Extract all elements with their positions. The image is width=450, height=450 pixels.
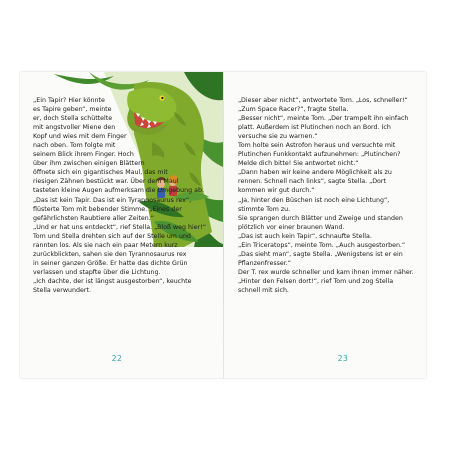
- text-line: er, doch Stella schüttelte: [33, 115, 113, 123]
- text-line: zurückblickten, sahen sie den Tyrannosaurus rex: [33, 250, 187, 258]
- text-line: nach oben. Tom folgte mit: [33, 142, 116, 150]
- text-line: flüsterte Tom mit bebender Stimme. „Eines der: [33, 205, 182, 213]
- left-page: [20, 72, 223, 378]
- text-line: Plutinchen Funkkontakt aufzunehmen: „Plutinchen?: [238, 151, 401, 159]
- text-line: öffnete sich ein gigantisches Maul, das mit: [33, 169, 168, 177]
- text-line: schnell mit sich.: [238, 286, 289, 294]
- text-line: gefährlichsten Raubtiere aller Zeiten.“: [33, 214, 154, 222]
- text-line: stimmte Tom zu.: [238, 205, 291, 213]
- text-line: plötzlich vor einer braunen Wand.: [238, 223, 345, 231]
- text-line: versuche sie zu warnen.“: [238, 133, 318, 141]
- text-line: „Dann haben wir keine andere Möglichkeit als zu: [238, 169, 392, 177]
- text-line: mit angstvoller Miene den: [33, 124, 116, 132]
- text-line: „Und er hat uns entdeckt“, rief Stella. „Bloß weg hier!“: [33, 223, 207, 231]
- text-line: „Dieser aber nicht“, antwortete Tom. „Los, schneller!“: [238, 97, 408, 104]
- text-line: „Ein Tapir? Hier könnte: [33, 97, 105, 104]
- text-line: platt. Außerdem ist Plutinchen noch an Bord. Ich: [238, 124, 391, 132]
- text-line: riesigen Zähnen bestückt war. Über dem Maul: [33, 178, 179, 186]
- text-line: Tom holte sein Astrofon heraus und versuchte mit: [238, 142, 396, 150]
- text-line: „Ein Triceratops“, meinte Tom. „Auch ausgestorben.“: [238, 241, 406, 249]
- text-line: Stella verwundert.: [33, 286, 91, 294]
- text-line: „Ja, hinter den Büschen ist noch eine Lichtung“,: [238, 196, 390, 204]
- text-line: Kopf und wies mit dem Finger: [33, 133, 127, 141]
- text-line: Tom und Stella drehten sich auf der Stelle um und: [33, 232, 191, 240]
- text-line: kommen wir gut durch.“: [238, 187, 315, 195]
- page-number-left: 22: [111, 354, 123, 363]
- text-line: seinem Blick ihrem Finger. Hoch: [33, 151, 134, 159]
- text-line: verlassen und stapfte über die Lichtung.: [33, 268, 161, 276]
- text-line: es Tapire geben“, meinte: [33, 106, 112, 114]
- text-line: „Das sieht man“, sagte Stella. „Wenigstens ist er ein: [238, 250, 403, 258]
- text-line: Melde dich bitte! Sie antwortet nicht.“: [238, 160, 359, 168]
- text-line: über ihm zwischen einigen Blättern: [33, 160, 145, 168]
- right-page-text: [238, 96, 420, 295]
- page-number-right: 23: [337, 354, 349, 363]
- text-line: „Das ist auch kein Tapir“, schnaufte Stella.: [238, 232, 372, 240]
- text-line: Sie sprangen durch Blätter und Zweige und standen: [238, 214, 403, 222]
- text-line: tasteten kleine Augen aufmerksam die Umgebung ab.: [33, 187, 204, 195]
- left-page-text: [33, 96, 223, 295]
- text-line: „Zum Space Racer?“, fragte Stella.: [238, 106, 349, 114]
- text-line: „Hinter den Felsen dort!“, rief Tom und zog Stella: [238, 277, 394, 285]
- text-line: „Ich dachte, der ist längst ausgestorben“, keuchte: [33, 277, 192, 285]
- text-line: „Das ist kein Tapir. Das ist ein Tyrannosaurus rex“,: [33, 196, 192, 204]
- text-line: rannten los. Als sie nach ein paar Metern kurz: [33, 241, 178, 249]
- text-line: Der T. rex wurde schneller und kam ihnen immer näher.: [238, 268, 414, 276]
- book-gutter: [223, 72, 224, 378]
- text-line: Pflanzenfresser.“: [238, 259, 292, 267]
- text-line: rennen. Schnell nach links“, sagte Stella. „Dort: [238, 178, 386, 186]
- text-line: „Besser nicht“, meinte Tom. „Der trampelt ihn einfach: [238, 115, 409, 123]
- text-line: in seiner ganzen Größe. Er hatte das dichte Grün: [33, 259, 188, 267]
- right-page: [223, 72, 426, 378]
